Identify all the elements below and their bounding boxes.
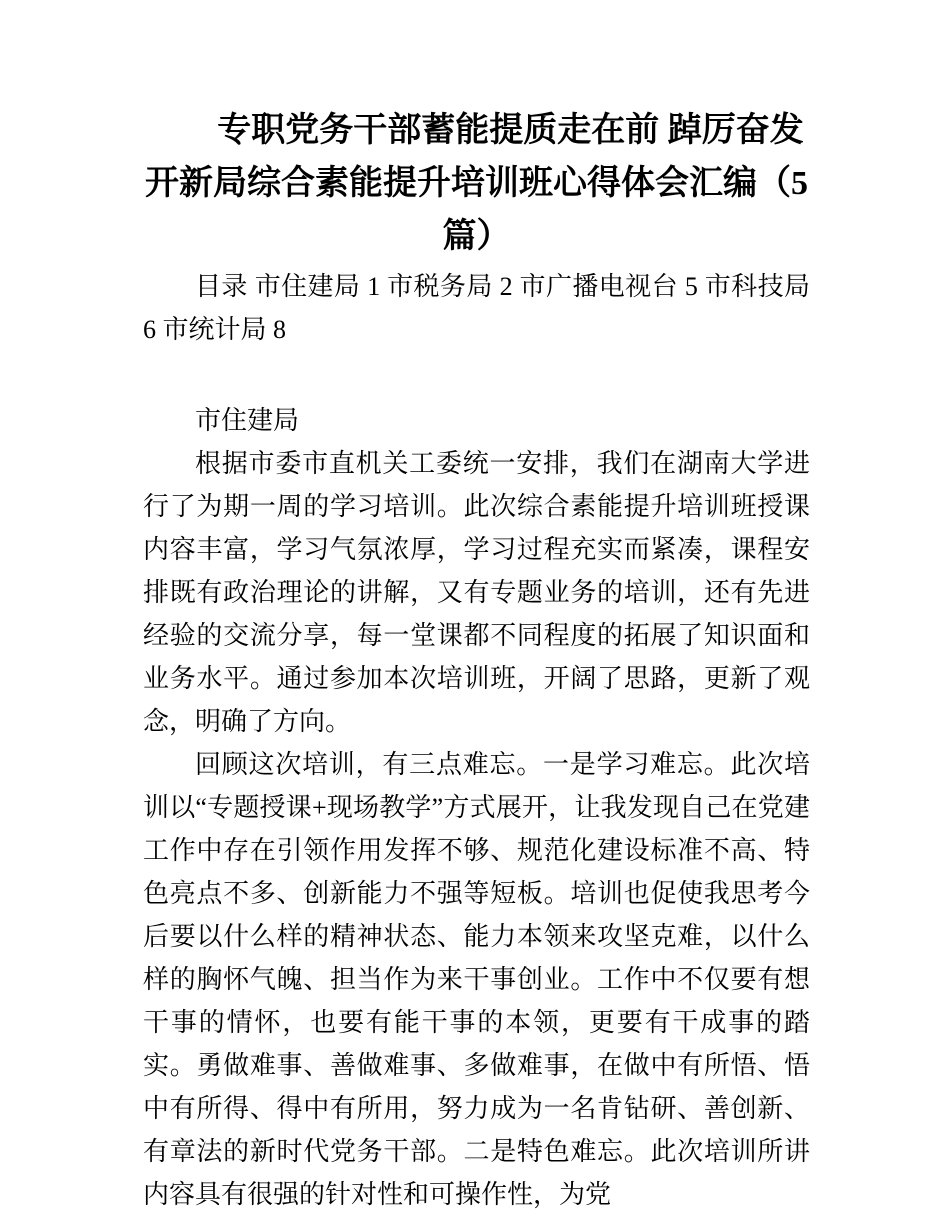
- paragraph: 根据市委市直机关工委统一安排，我们在湖南大学进行了为期一周的学习培训。此次综合素能提升培训班授课内容丰富，学习气氛浓厚，学习过程充实而紧凑，课程安排既有政治理论的讲解，又有专题业务的培训，还有先进经验的交流分享，每一堂课都不同程度的拓展了知识面和业务水平。通过参加本次培训班，开阔了思路，更新了观念，明确了方向。: [143, 449, 810, 736]
- document-body: [143, 399, 810, 1216]
- document-title: 专职党务干部蓄能提质走在前 踔厉奋发开新局综合素能提升培训班心得体会汇编（5篇）: [145, 112, 808, 255]
- table-of-contents: 目录 市住建局 1 市税务局 2 市广播电视台 5 市科技局 6 市统计局 8: [143, 272, 810, 344]
- section-heading: 市住建局: [195, 406, 300, 435]
- paragraph: 回顾这次培训，有三点难忘。一是学习难忘。此次培训以“专题授课+现场教学”方式展开，让我发现自己在党建工作中存在引领作用发挥不够、规范化建设标准不高、特色亮点不多、创新能力不强等短板。培训也促使我思考今后要以什么样的精神状态、能力本领来攻坚克难，以什么样的胸怀气魄、担当作为来干事创业。工作中不仅要有想干事的情怀，也要有能干事的本领，更要有干成事的踏实。勇做难事、善做难事、多做难事，在做中有所悟、悟中有所得、得中有所用，努力成为一名肯钻研、善创新、有章法的新时代党务干部。二是特色难忘。此次培训所讲内容具有很强的针对性和可操作性，为党: [143, 750, 810, 1209]
